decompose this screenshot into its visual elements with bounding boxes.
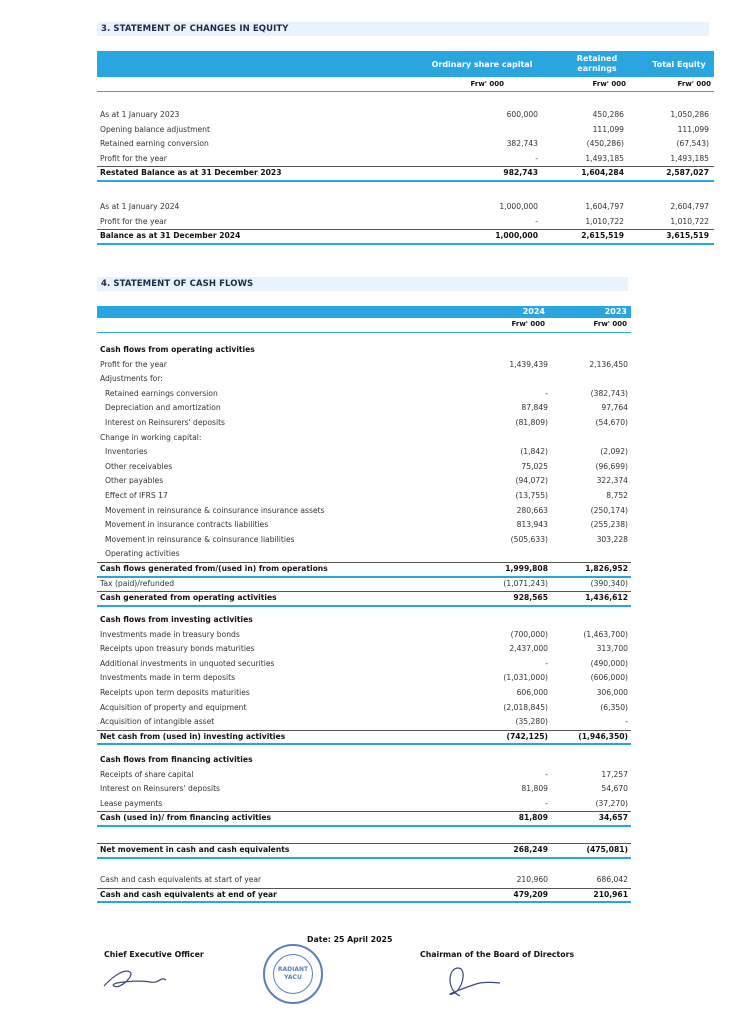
row-value: 928,565 xyxy=(513,593,548,603)
table-row xyxy=(97,137,714,152)
equity-unit-2: Frw' 000 xyxy=(677,80,711,88)
total-row xyxy=(97,843,631,858)
row-value: 17,257 xyxy=(601,769,628,779)
equity-unit-0: Frw' 000 xyxy=(470,80,504,88)
row-label: Profit for the year xyxy=(100,216,167,226)
ceo-title: Chief Executive Officer xyxy=(104,950,204,959)
ceo-signature xyxy=(100,964,170,994)
row-label: As at 1 January 2023 xyxy=(100,110,180,119)
row-label: Cash generated from operating activities xyxy=(100,593,277,603)
table-row xyxy=(97,152,714,167)
row-value: (81,809) xyxy=(515,417,548,427)
equity-unit-1: Frw' 000 xyxy=(592,80,626,88)
cashflow-units-row xyxy=(97,320,631,332)
row-label: Net movement in cash and cash equivalents xyxy=(100,845,290,854)
row-value: (1,946,350) xyxy=(578,731,628,741)
cashflow-col-2023: 2023 xyxy=(604,307,627,316)
row-value: 982,743 xyxy=(503,168,538,178)
table-row xyxy=(97,215,714,230)
row-value: (382,743) xyxy=(590,388,628,398)
table-row xyxy=(97,200,714,215)
row-label: Acquisition of intangible asset xyxy=(100,717,215,727)
row-value: 210,961 xyxy=(593,889,628,899)
table-row xyxy=(97,474,631,489)
row-value: (37,270) xyxy=(595,798,628,808)
row-label: Operating activities xyxy=(105,549,180,559)
row-label: Cash and cash equivalents at start of year xyxy=(100,875,262,884)
table-row xyxy=(97,401,631,416)
row-value: 54,670 xyxy=(601,784,628,794)
row-value: (700,000) xyxy=(510,629,548,639)
row-value: (250,174) xyxy=(590,505,628,515)
row-value: 81,809 xyxy=(518,813,548,823)
row-value: (94,072) xyxy=(515,476,548,486)
cashflow-units-rule xyxy=(97,332,631,333)
row-value: 1,999,808 xyxy=(505,563,548,573)
row-value: 1,050,286 xyxy=(670,110,709,119)
table-row xyxy=(97,547,631,562)
row-label: Interest on Reinsurers' deposits xyxy=(105,417,226,427)
row-value: - xyxy=(625,717,628,727)
table-row xyxy=(97,416,631,431)
total-row xyxy=(97,811,631,826)
row-value: (1,463,700) xyxy=(583,629,628,639)
equity-section-title: 3. STATEMENT OF CHANGES IN EQUITY xyxy=(97,22,709,36)
row-label: Receipts upon treasury bonds maturities xyxy=(100,644,255,654)
signoff-date: Date: 25 April 2025 xyxy=(307,935,393,944)
row-value: (390,340) xyxy=(590,578,628,588)
table-row xyxy=(97,460,631,475)
row-value: (1,071,243) xyxy=(503,578,548,588)
row-value: (54,670) xyxy=(595,417,628,427)
row-value: (255,238) xyxy=(590,520,628,530)
row-value: (2,092) xyxy=(600,447,628,457)
cashflow-header-band xyxy=(97,306,631,318)
row-value: (450,286) xyxy=(586,139,624,149)
row-label: Investments made in treasury bonds xyxy=(100,629,240,639)
table-row xyxy=(97,533,631,548)
row-value: - xyxy=(535,153,538,163)
row-value: (1,842) xyxy=(520,447,548,457)
row-value: 313,700 xyxy=(596,644,628,654)
row-value: (1,031,000) xyxy=(503,673,548,683)
equity-block-2023 xyxy=(97,108,714,181)
row-label: Interest on Reinsurers' deposits xyxy=(100,784,221,794)
row-value: 322,374 xyxy=(596,476,628,486)
row-value: - xyxy=(545,769,548,779)
row-label: Effect of IFRS 17 xyxy=(105,490,168,500)
row-value: 1,604,797 xyxy=(585,202,624,211)
table-row xyxy=(97,686,631,701)
row-label: Other receivables xyxy=(105,461,173,471)
cashflow-end-block xyxy=(97,873,631,902)
row-label: Depreciation and amortization xyxy=(105,403,221,413)
row-value: 2,136,450 xyxy=(589,359,628,369)
row-label: Cash flows generated from/(used in) from operations xyxy=(100,563,328,573)
row-label: Retained earning conversion xyxy=(100,139,209,149)
row-label: Profit for the year xyxy=(100,153,167,163)
row-value: 111,099 xyxy=(592,124,624,134)
row-value: 306,000 xyxy=(596,687,628,697)
row-value: 479,209 xyxy=(513,889,548,899)
row-label: Investments made in term deposits xyxy=(100,673,236,683)
total-row xyxy=(97,562,631,577)
table-row xyxy=(97,628,631,643)
row-value: - xyxy=(545,388,548,398)
cashflow-unit-1: Frw' 000 xyxy=(593,320,627,328)
table-row xyxy=(97,797,631,812)
row-label: Cash flows from operating activities xyxy=(100,345,255,354)
row-label: Movement in insurance contracts liabilities xyxy=(105,520,269,530)
table-row xyxy=(97,671,631,686)
table-row xyxy=(97,518,631,533)
section-heading-row xyxy=(97,753,631,768)
row-label: Adjustments for: xyxy=(100,374,163,384)
row-label: Movement in reinsurance & coinsurance insurance assets xyxy=(105,505,325,515)
row-value: 1,604,284 xyxy=(581,168,624,178)
table-row xyxy=(97,504,631,519)
row-value: 303,228 xyxy=(596,534,628,544)
row-label: Acquisition of property and equipment xyxy=(100,702,247,712)
chairman-title: Chairman of the Board of Directors xyxy=(420,950,575,959)
row-value: 686,042 xyxy=(596,875,628,884)
row-value: 280,663 xyxy=(516,505,548,515)
table-row xyxy=(97,768,631,783)
row-value: 81,809 xyxy=(521,784,548,794)
row-value: 1,493,185 xyxy=(670,153,709,163)
row-value: 268,249 xyxy=(513,845,548,854)
row-value: (35,280) xyxy=(515,717,548,727)
table-row xyxy=(97,782,631,797)
row-label: Cash and cash equivalents at end of year xyxy=(100,889,277,899)
row-value: 1,436,612 xyxy=(585,593,628,603)
row-value: 1,493,185 xyxy=(585,153,624,163)
row-label: Restated Balance as at 31 December 2023 xyxy=(100,168,282,178)
row-value: 382,743 xyxy=(506,139,538,149)
row-label: Lease payments xyxy=(100,798,163,808)
row-label: Profit for the year xyxy=(100,359,167,369)
equity-col-retained: Retained earnings xyxy=(576,54,618,73)
row-value: 97,764 xyxy=(601,403,628,413)
row-label: Inventories xyxy=(105,447,148,457)
row-value: 1,000,000 xyxy=(499,202,538,211)
cashflow-financing-block xyxy=(97,753,631,826)
row-value: 600,000 xyxy=(506,110,538,119)
total-row xyxy=(97,166,714,181)
chairman-signature xyxy=(440,962,510,1002)
cashflow-operating-block xyxy=(97,343,631,606)
cashflow-section-title: 4. STATEMENT OF CASH FLOWS xyxy=(97,277,628,291)
equity-col-total: Total Equity xyxy=(652,60,706,69)
row-value: (2,018,845) xyxy=(503,702,548,712)
table-row xyxy=(97,123,714,138)
stamp-text: RADIANT YACU xyxy=(277,966,309,981)
row-label: Tax (paid)/refunded xyxy=(100,578,175,588)
row-value: 606,000 xyxy=(516,687,548,697)
row-value: 3,615,519 xyxy=(666,231,709,241)
row-value: - xyxy=(535,216,538,226)
row-value: (67,543) xyxy=(676,139,709,149)
row-label: Receipts upon term deposits maturities xyxy=(100,687,250,697)
row-value: (96,699) xyxy=(595,461,628,471)
equity-col-share-capital: Ordinary share capital xyxy=(431,60,533,69)
row-value: 2,437,000 xyxy=(509,644,548,654)
equity-header-band xyxy=(97,51,714,77)
table-row xyxy=(97,108,714,123)
table-row xyxy=(97,577,631,592)
row-value: 2,587,027 xyxy=(666,168,709,178)
row-label: Receipts of share capital xyxy=(100,769,194,779)
row-value: (505,633) xyxy=(510,534,548,544)
table-row xyxy=(97,489,631,504)
row-value: 813,943 xyxy=(516,520,548,530)
row-value: 34,657 xyxy=(598,813,628,823)
row-label: Retained earnings conversion xyxy=(105,388,218,398)
table-row xyxy=(97,387,631,402)
row-value: 1,826,952 xyxy=(585,563,628,573)
stamp-inner xyxy=(273,954,313,994)
equity-block-2024 xyxy=(97,200,714,244)
row-label: Cash (used in)/ from financing activities xyxy=(100,813,272,823)
total-row xyxy=(97,229,714,244)
table-row xyxy=(97,445,631,460)
table-row xyxy=(97,701,631,716)
table-row xyxy=(97,642,631,657)
row-value: (490,000) xyxy=(590,658,628,668)
row-value: 210,960 xyxy=(516,875,548,884)
company-stamp xyxy=(263,944,323,1004)
cashflow-net-block xyxy=(97,843,631,858)
row-label: Net cash from (used in) investing activities xyxy=(100,731,286,741)
row-value: 1,010,722 xyxy=(670,216,709,226)
row-label: Additional investments in unquoted securities xyxy=(100,658,275,668)
table-row xyxy=(97,372,631,387)
row-label: Opening balance adjustment xyxy=(100,124,210,134)
total-row xyxy=(97,730,631,745)
row-value: (475,081) xyxy=(586,845,628,854)
row-value: - xyxy=(545,798,548,808)
table-row xyxy=(97,715,631,730)
row-value: (6,350) xyxy=(600,702,628,712)
cashflow-unit-0: Frw' 000 xyxy=(511,320,545,328)
cashflow-investing-block xyxy=(97,613,631,744)
row-label: Cash flows from financing activities xyxy=(100,755,253,764)
total-row xyxy=(97,888,631,903)
row-label: Cash flows from investing activities xyxy=(100,615,253,624)
row-value: 450,286 xyxy=(592,110,624,119)
section-heading-row xyxy=(97,613,631,628)
row-value: 111,099 xyxy=(677,124,709,134)
row-label: Other payables xyxy=(105,476,164,486)
row-value: (742,125) xyxy=(506,731,548,741)
row-value: 2,615,519 xyxy=(581,231,624,241)
row-value: - xyxy=(545,658,548,668)
row-value: 8,752 xyxy=(606,490,628,500)
row-value: 2,604,797 xyxy=(670,202,709,211)
section-heading-row xyxy=(97,343,631,358)
equity-units-rule xyxy=(97,91,714,92)
row-value: 75,025 xyxy=(521,461,548,471)
row-value: (606,000) xyxy=(590,673,628,683)
row-label: As at 1 January 2024 xyxy=(100,202,180,211)
row-value: (13,755) xyxy=(515,490,548,500)
row-value: 1,439,439 xyxy=(509,359,548,369)
row-label: Balance as at 31 December 2024 xyxy=(100,231,241,241)
row-label: Change in working capital: xyxy=(100,432,202,442)
row-value: 87,849 xyxy=(521,403,548,413)
row-value: 1,000,000 xyxy=(495,231,538,241)
table-row xyxy=(97,431,631,446)
table-row xyxy=(97,358,631,373)
total-row xyxy=(97,591,631,606)
table-row xyxy=(97,873,631,888)
row-label: Movement in reinsurance & coinsurance liabilities xyxy=(105,534,295,544)
cashflow-col-2024: 2024 xyxy=(522,307,545,316)
table-row xyxy=(97,657,631,672)
row-value: 1,010,722 xyxy=(585,216,624,226)
